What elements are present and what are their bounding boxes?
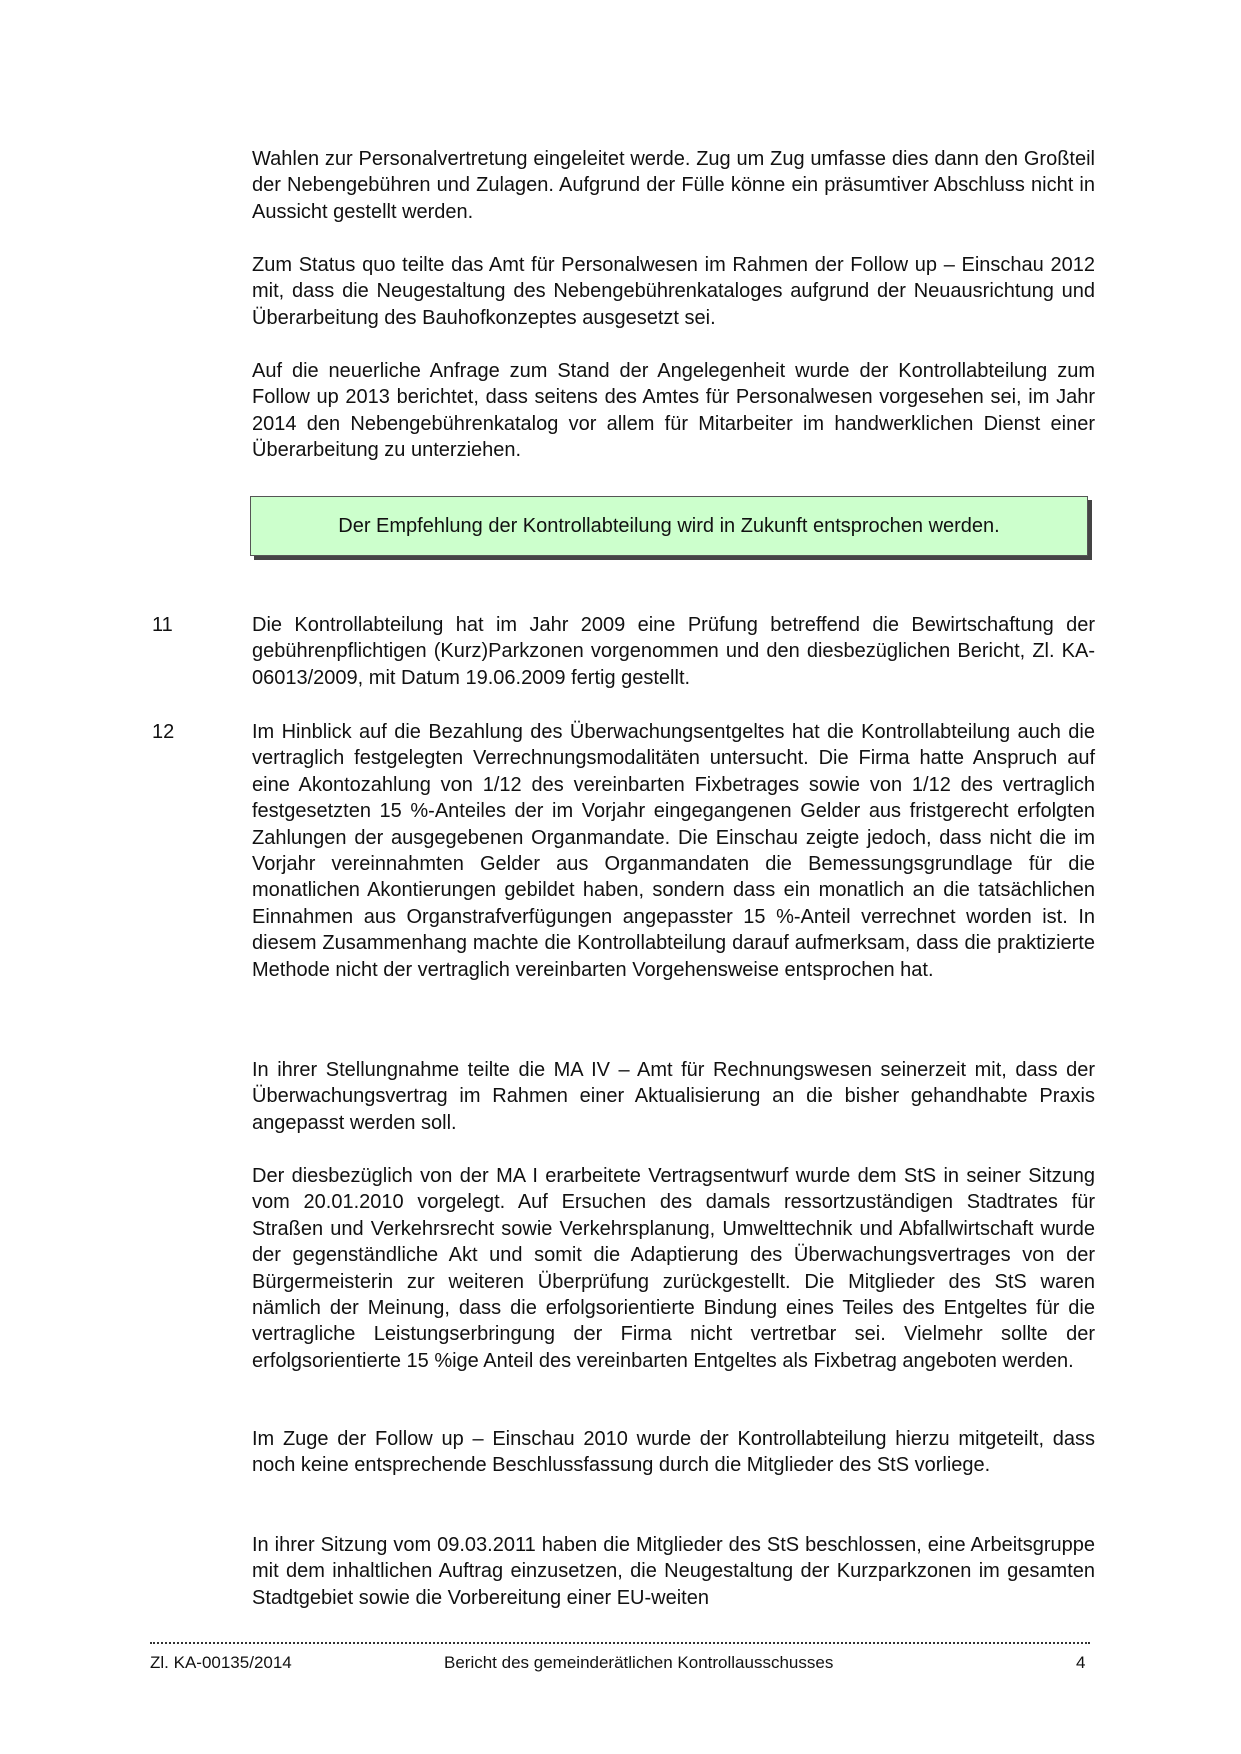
section-number-12: 12: [152, 721, 175, 743]
paragraph-vertragsentwurf: Der diesbezüglich von der MA I erarbeitete Vertragsentwurf wurde dem StS in seiner Sitzung vom 20.01.2010 vorgelegt. Auf Ersuchen des damals ressortzuständigen Stadtrates für Straßen und Verkehrsrecht sowie Verkehrsplanung, Umwelttechnik und Abfallwirtschaft wurde der gegenständliche Akt und somit die Adaptierung des Überwachungsvertrages von der Bürgermeisterin zur weiteren Überprüfung zurückgestellt. Die Mitglieder des StS waren nämlich der Meinung, dass die erfolgsorientierte Bindung eines Teiles des Entgeltes für die vertragliche Leistungserbringung der Firma nicht vertretbar sei. Vielmehr sollte der erfolgsorientierte 15 %ige Anteil des vereinbarten Entgeltes als Fixbetrag angeboten werden.: [252, 1165, 1095, 1372]
footer-title: Bericht des gemeinderätlichen Kontrollausschusses: [444, 1653, 834, 1672]
section-12-text: Im Hinblick auf die Bezahlung des Überwachungsentgeltes hat die Kontrollabteilung auch die vertraglich festgelegten Verrechnungsmodalitäten untersucht. Die Firma hatte Anspruch auf eine Akontozahlung von 1/12 des vereinbarten Fixbetrages sowie von 1/12 des vertraglich festgesetzten 15 %-Anteiles der im Vorjahr eingegangenen Gelder aus fristgerecht erfolgten Zahlungen der ausgegebenen Organmandate. Die Einschau zeigte jedoch, dass nicht die im Vorjahr vereinnahmten Gelder aus Organmandaten die Bemessungsgrundlage für die monatlichen Akontierungen gebildet haben, sondern dass ein monatlich an die tatsächlichen Einnahmen aus Organstrafverfügungen angepasster 15 %-Anteil verrechnet worden ist. In diesem Zusammenhang machte die Kontrollabteilung darauf aufmerksam, dass die praktizierte Methode nicht der vertraglich vereinbarten Vorgehensweise entsprochen hat.: [252, 721, 1095, 981]
section-11-text: Die Kontrollabteilung hat im Jahr 2009 eine Prüfung betreffend die Bewirtschaftung der gebührenpflichtigen (Kurz)Parkzonen vorgenommen und den diesbezüglichen Bericht, Zl. KA-06013/2009, mit Datum 19.06.2009 fertig gestellt.: [252, 614, 1095, 689]
paragraph-follow-up-2010: Im Zuge der Follow up – Einschau 2010 wurde der Kontrollabteilung hierzu mitgeteilt, dass noch keine entsprechende Beschlussfassung durch die Mitglieder des StS vorliege.: [252, 1428, 1095, 1477]
footer-reference: Zl. KA-00135/2014: [150, 1653, 292, 1672]
section-number-11: 11: [152, 614, 173, 636]
paragraph-neuerliche-anfrage: Auf die neuerliche Anfrage zum Stand der Angelegenheit wurde der Kontrollabteilung zum Follow up 2013 berichtet, dass seitens des Amtes für Personalwesen vorgesehen sei, im Jahr 2014 den Nebengebührenkatalog vor allem für Mitarbeiter im handwerklichen Dienst einer Überarbeitung zu unterziehen.: [252, 360, 1095, 462]
paragraph-sitzung-2011: In ihrer Sitzung vom 09.03.2011 haben die Mitglieder des StS beschlossen, eine Arbeitsgruppe mit dem inhaltlichen Auftrag einzusetzen, die Neugestaltung der Kurzparkzonen im gesamten Stadtgebiet sowie die Vorbereitung einer EU-weiten: [252, 1534, 1095, 1609]
footer-divider: [150, 1642, 1090, 1644]
page-number: 4: [1076, 1653, 1086, 1672]
paragraph-stellungnahme: In ihrer Stellungnahme teilte die MA IV – Amt für Rechnungswesen seinerzeit mit, dass der Überwachungsvertrag im Rahmen einer Aktualisierung an die bisher gehandhabte Praxis angepasst werden soll.: [252, 1059, 1095, 1134]
paragraph-personalvertretung: Wahlen zur Personalvertretung eingeleitet werde. Zug um Zug umfasse dies dann den Großteil der Nebengebühren und Zulagen. Aufgrund der Fülle könne ein präsumtiver Abschluss nicht in Aussicht gestellt werden.: [252, 148, 1095, 223]
recommendation-box: [250, 496, 1088, 556]
paragraph-status-quo: Zum Status quo teilte das Amt für Personalwesen im Rahmen der Follow up – Einschau 2012 mit, dass die Neugestaltung des Nebengebührenkataloges aufgrund der Neuausrichtung und Überarbeitung des Bauhofkonzeptes ausgesetzt sei.: [252, 254, 1095, 329]
recommendation-text: Der Empfehlung der Kontrollabteilung wird in Zukunft entsprochen werden.: [338, 514, 1000, 537]
